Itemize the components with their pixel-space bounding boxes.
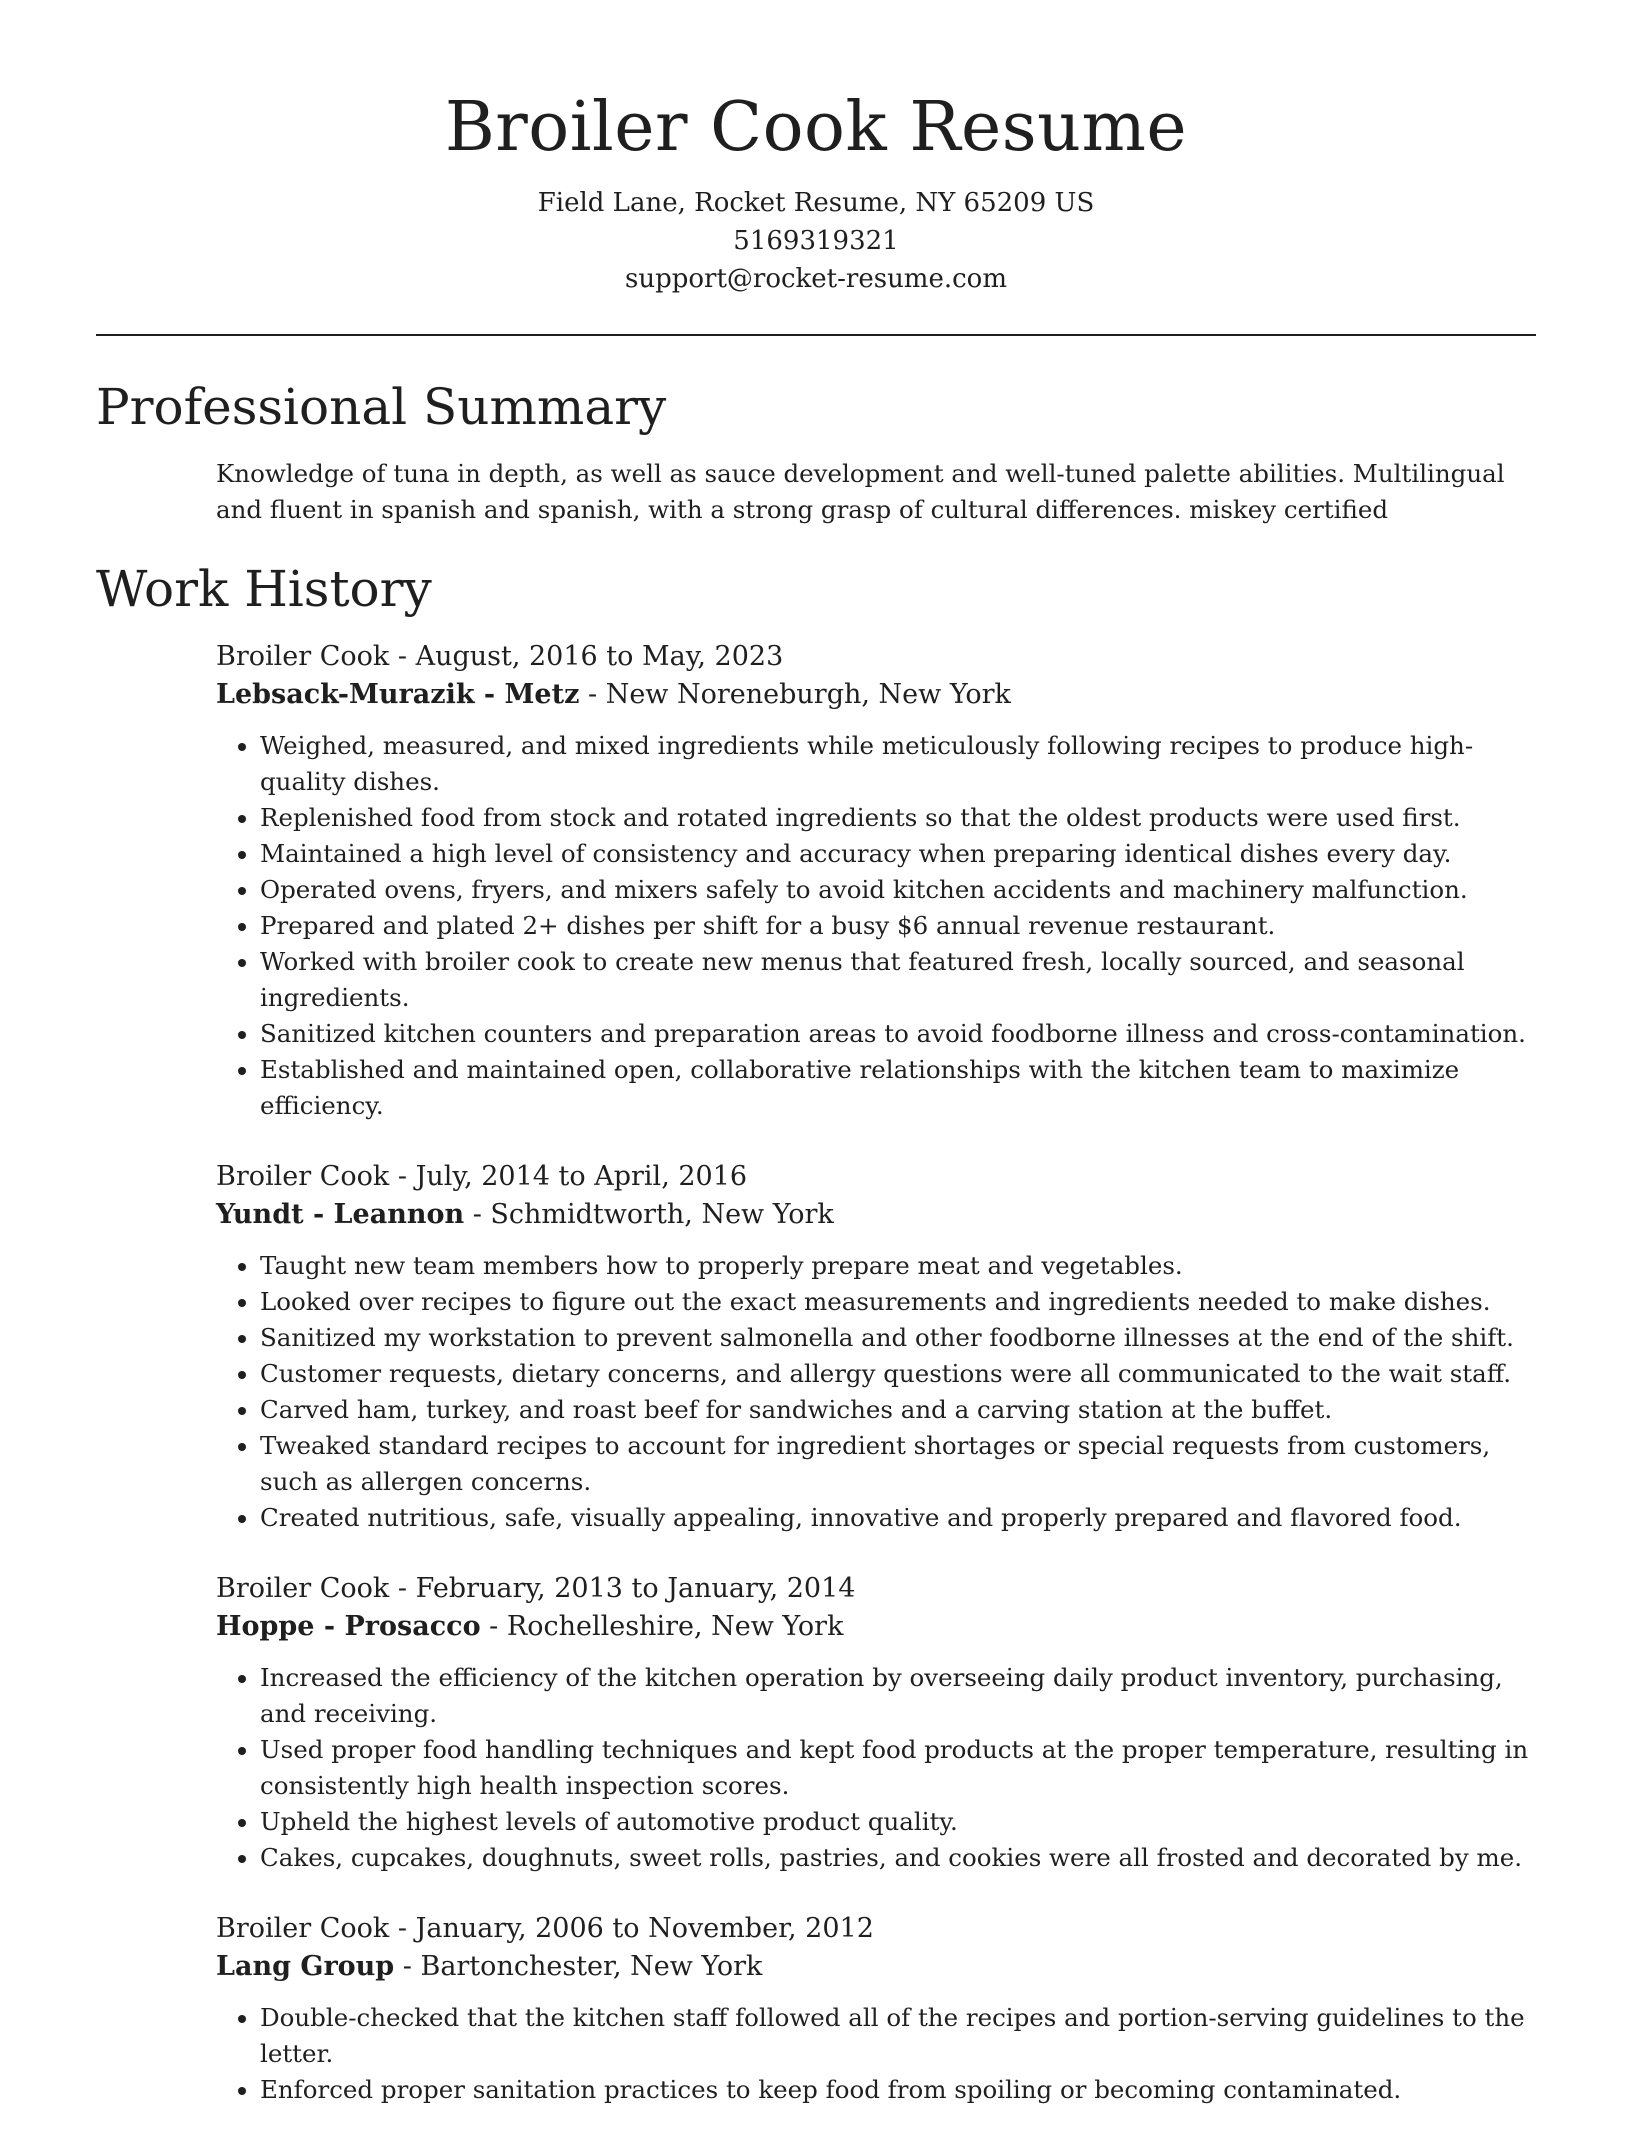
header-divider: [96, 334, 1536, 336]
job-bullet: • Customer requests, dietary concerns, and allergy questions were all communicated to the wait staff.: [260, 1356, 1536, 1392]
job-bullet: • Increased the efficiency of the kitchen operation by overseeing daily product inventory, purchasing, and receiving.: [260, 1660, 1536, 1732]
job-bullet: • Tweaked standard recipes to account for ingredient shortages or special requests from customers, such as allergen concerns.: [260, 1428, 1536, 1500]
job-bullets: [216, 2000, 1536, 2108]
summary-text: Knowledge of tuna in depth, as well as sauce development and well-tuned palette abilities. Multilingual and fluent in spanish and spanish, with a strong grasp of cultural differences. miskey certified: [216, 459, 1505, 524]
summary-heading: Professional Summary: [96, 378, 667, 436]
job-company: Yundt - Leannon: [216, 1199, 465, 1230]
job-entry: [216, 638, 1536, 1124]
contact-block: [96, 184, 1536, 298]
job-role: Broiler Cook: [216, 641, 390, 672]
job-bullet: • Upheld the highest levels of automotive product quality.: [260, 1804, 1536, 1840]
job-title-line: [216, 638, 1536, 676]
job-role: Broiler Cook: [216, 1573, 390, 1604]
job-role: Broiler Cook: [216, 1913, 390, 1944]
job-title-line: [216, 1910, 1536, 1948]
job-bullet: • Enforced proper sanitation practices to keep food from spoiling or becoming contaminated.: [260, 2072, 1536, 2108]
job-company: Lebsack-Murazik - Metz: [216, 679, 580, 710]
job-dates: - August, 2016 to May, 2023: [389, 641, 784, 672]
contact-phone: 5169319321: [733, 226, 899, 256]
contact-address: Field Lane, Rocket Resume, NY 65209 US: [537, 188, 1095, 218]
job-bullet: • Replenished food from stock and rotated ingredients so that the oldest products were used first.: [260, 800, 1536, 836]
job-entry: [216, 1910, 1536, 2108]
job-location: - Rochelleshire, New York: [480, 1611, 844, 1642]
job-location: - Bartonchester, New York: [394, 1951, 763, 1982]
job-bullets: [216, 1660, 1536, 1876]
job-dates: - January, 2006 to November, 2012: [389, 1913, 874, 1944]
job-bullet: • Weighed, measured, and mixed ingredients while meticulously following recipes to produce high-quality dishes.: [260, 728, 1536, 800]
job-bullet: • Sanitized my workstation to prevent salmonella and other foodborne illnesses at the end of the shift.: [260, 1320, 1536, 1356]
job-location: - New Noreneburgh, New York: [579, 679, 1011, 710]
company-line: [216, 676, 1536, 714]
job-bullets: [216, 1248, 1536, 1536]
job-title-line: [216, 1570, 1536, 1608]
job-dates: - February, 2013 to January, 2014: [389, 1573, 856, 1604]
work-history-heading: Work History: [96, 560, 432, 618]
job-bullet: • Carved ham, turkey, and roast beef for sandwiches and a carving station at the buffet.: [260, 1392, 1536, 1428]
job-bullet: • Operated ovens, fryers, and mixers safely to avoid kitchen accidents and machinery malfunction.: [260, 872, 1536, 908]
resume-page: [96, 80, 1536, 2142]
job-bullet: • Established and maintained open, collaborative relationships with the kitchen team to maximize efficiency.: [260, 1052, 1536, 1124]
job-bullet: • Looked over recipes to figure out the exact measurements and ingredients needed to make dishes.: [260, 1284, 1536, 1320]
company-line: [216, 1196, 1536, 1234]
job-bullet: • Sanitized kitchen counters and preparation areas to avoid foodborne illness and cross-contamination.: [260, 1016, 1536, 1052]
job-title-line: [216, 1158, 1536, 1196]
job-bullets: [216, 728, 1536, 1124]
job-bullet: • Worked with broiler cook to create new menus that featured fresh, locally sourced, and seasonal ingredients.: [260, 944, 1536, 1016]
job-bullet: • Created nutritious, safe, visually appealing, innovative and properly prepared and flavored food.: [260, 1500, 1536, 1536]
resume-title: Broiler Cook Resume: [444, 88, 1188, 167]
job-dates: - July, 2014 to April, 2016: [389, 1161, 748, 1192]
job-bullet: • Double-checked that the kitchen staff followed all of the recipes and portion-serving guidelines to the letter.: [260, 2000, 1536, 2072]
contact-email: support@rocket-resume.com: [624, 264, 1007, 294]
job-company: Hoppe - Prosacco: [216, 1611, 481, 1642]
job-bullet: • Prepared and plated 2+ dishes per shift for a busy $6 annual revenue restaurant.: [260, 908, 1536, 944]
job-entry: [216, 1570, 1536, 1876]
job-bullet: • Used proper food handling techniques and kept food products at the proper temperature, resulting in consistently high health inspection scores.: [260, 1732, 1536, 1804]
company-line: [216, 1948, 1536, 1986]
company-line: [216, 1608, 1536, 1646]
job-role: Broiler Cook: [216, 1161, 390, 1192]
job-bullet: • Maintained a high level of consistency and accuracy when preparing identical dishes every day.: [260, 836, 1536, 872]
job-bullet: • Taught new team members how to properly prepare meat and vegetables.: [260, 1248, 1536, 1284]
job-location: - Schmidtworth, New York: [464, 1199, 834, 1230]
job-bullet: • Cakes, cupcakes, doughnuts, sweet rolls, pastries, and cookies were all frosted and decorated by me.: [260, 1840, 1536, 1876]
job-entry: [216, 1158, 1536, 1536]
job-company: Lang Group: [216, 1951, 395, 1982]
